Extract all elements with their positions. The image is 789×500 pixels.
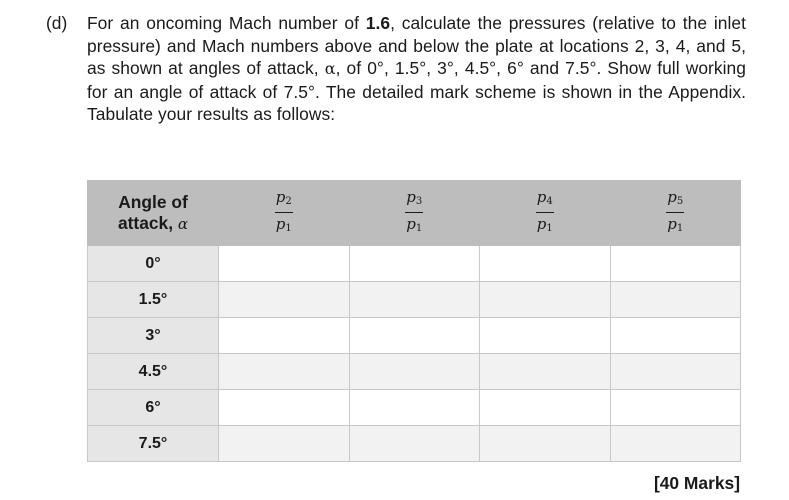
frac-denominator: p bbox=[536, 215, 547, 233]
results-table bbox=[87, 180, 741, 462]
mach-number-value: 1.6 bbox=[365, 13, 391, 33]
frac-numerator-subscript: 5 bbox=[676, 196, 684, 207]
header-pressure-ratio-p5-p1 bbox=[610, 181, 741, 246]
empty-cell-p5-p1 bbox=[610, 390, 741, 426]
table-row bbox=[88, 354, 741, 390]
question-text-part-3: , of 0°, 1.5°, 3°, 4.5°, 6° and 7.5°. Show full working for an angle of attack of 7.5°. The detailed mark scheme is shown in the Appendix. Tabulate your results as follows: bbox=[87, 58, 746, 125]
table-row bbox=[88, 246, 741, 282]
header-alpha-symbol: α bbox=[177, 214, 189, 233]
empty-cell-p4-p1 bbox=[480, 426, 611, 462]
empty-cell-p5-p1 bbox=[610, 318, 741, 354]
angle-cell: 1.5° bbox=[88, 282, 219, 318]
table-row bbox=[88, 390, 741, 426]
empty-cell-p3-p1 bbox=[349, 282, 480, 318]
frac-numerator: p bbox=[406, 188, 416, 206]
empty-cell-p3-p1 bbox=[349, 246, 480, 282]
empty-cell-p2-p1 bbox=[219, 426, 350, 462]
question-text-part-2: , calculate the pressures (relative to the inlet pressure) and Mach numbers above and below the plate at locations 2, 3, 4, and 5, as shown at angles of attack, bbox=[87, 13, 747, 79]
angle-cell: 4.5° bbox=[88, 354, 219, 390]
frac-numerator: p bbox=[536, 188, 547, 206]
empty-cell-p3-p1 bbox=[349, 426, 480, 462]
header-pressure-ratio-p3-p1 bbox=[349, 181, 480, 246]
table-header-row bbox=[88, 181, 741, 246]
question-text-part-1: For an oncoming Mach number of bbox=[87, 13, 366, 33]
empty-cell-p2-p1 bbox=[219, 390, 350, 426]
empty-cell-p5-p1 bbox=[610, 246, 741, 282]
empty-cell-p2-p1 bbox=[219, 282, 350, 318]
alpha-symbol: α bbox=[324, 59, 336, 79]
empty-cell-p4-p1 bbox=[480, 318, 611, 354]
empty-cell-p3-p1 bbox=[349, 318, 480, 354]
angle-cell: 7.5° bbox=[88, 426, 219, 462]
table-row bbox=[88, 426, 741, 462]
frac-numerator: p bbox=[667, 188, 677, 206]
empty-cell-p4-p1 bbox=[480, 282, 611, 318]
frac-numerator: p bbox=[275, 188, 286, 206]
marks-label: [40 Marks] bbox=[653, 473, 740, 493]
frac-numerator-subscript: 2 bbox=[285, 196, 292, 207]
header-angle-of-attack bbox=[88, 181, 219, 246]
empty-cell-p3-p1 bbox=[349, 390, 480, 426]
frac-denominator-subscript: 1 bbox=[546, 223, 553, 234]
frac-numerator-subscript: 3 bbox=[415, 196, 423, 207]
table-row bbox=[88, 318, 741, 354]
empty-cell-p2-p1 bbox=[219, 318, 350, 354]
header-pressure-ratio-p4-p1 bbox=[480, 181, 611, 246]
frac-denominator-subscript: 1 bbox=[415, 223, 423, 234]
empty-cell-p4-p1 bbox=[480, 390, 611, 426]
question-text bbox=[87, 12, 746, 126]
frac-denominator: p bbox=[406, 215, 416, 233]
frac-numerator-subscript: 4 bbox=[546, 196, 553, 207]
table-row bbox=[88, 282, 741, 318]
empty-cell-p4-p1 bbox=[480, 354, 611, 390]
question-label: (d) bbox=[46, 13, 68, 33]
header-angle-line2: attack, bbox=[117, 212, 174, 233]
empty-cell-p2-p1 bbox=[219, 354, 350, 390]
frac-denominator: p bbox=[667, 215, 677, 233]
frac-denominator-subscript: 1 bbox=[285, 223, 292, 234]
angle-cell: 6° bbox=[88, 390, 219, 426]
empty-cell-p5-p1 bbox=[610, 354, 741, 390]
header-pressure-ratio-p2-p1 bbox=[219, 181, 350, 246]
frac-denominator: p bbox=[275, 215, 286, 233]
frac-denominator-subscript: 1 bbox=[676, 223, 684, 234]
angle-cell: 3° bbox=[88, 318, 219, 354]
header-angle-line1: Angle of bbox=[118, 191, 188, 212]
empty-cell-p2-p1 bbox=[219, 246, 350, 282]
empty-cell-p3-p1 bbox=[349, 354, 480, 390]
empty-cell-p5-p1 bbox=[610, 426, 741, 462]
empty-cell-p5-p1 bbox=[610, 282, 741, 318]
question-block bbox=[46, 12, 746, 126]
angle-cell: 0° bbox=[88, 246, 219, 282]
empty-cell-p4-p1 bbox=[480, 246, 611, 282]
